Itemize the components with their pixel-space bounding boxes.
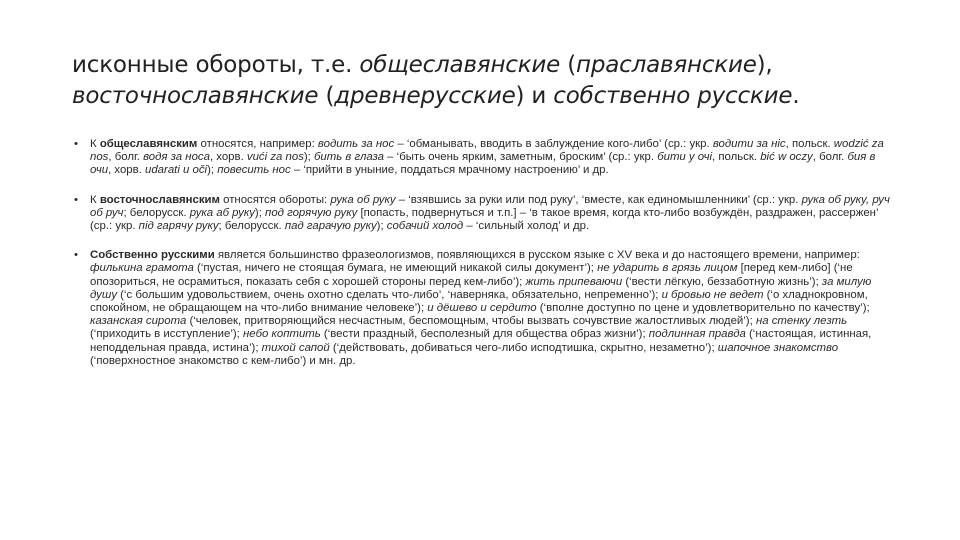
title-part: (	[318, 83, 335, 109]
idiom-text: бить в глаза	[314, 151, 385, 164]
bullet-marker: •	[74, 138, 78, 150]
idiom-text: водити за ніс	[712, 138, 786, 150]
idiom-text: рука аб руку	[189, 206, 255, 219]
idiom-text: филькина грамота	[90, 262, 194, 275]
body-text: (‘настоящая, истинная, неподдельная правда, истина’);	[90, 328, 872, 354]
title-part: (	[560, 52, 577, 78]
body-text: – ‘взявшись за руки или под руку’, ‘вместе, как единомышленники’ (ср.: укр.	[395, 193, 802, 206]
category-term: Собственно русскими	[90, 249, 215, 262]
body-text: (‘вести лёгкую, беззаботную жизнь’);	[622, 275, 822, 288]
title-part: ),	[756, 52, 773, 78]
body-text: ; белорусск.	[218, 220, 285, 233]
category-term: восточнославянским	[99, 193, 220, 206]
body-text: (‘поверхностное знакомство с кем-либо’) и мн. др.	[90, 354, 356, 367]
idiom-text: жить припеваючи	[525, 275, 623, 288]
idiom-text: собачий холод	[386, 220, 464, 233]
body-text: );	[376, 220, 387, 233]
body-text: (‘пустая, ничего не стоящая бумага, не имеющий никакой силы документ’);	[193, 262, 598, 275]
body-text: К	[90, 193, 100, 206]
title-part: , т.е.	[296, 52, 360, 78]
idiom-text: рука об руку	[330, 193, 396, 206]
idiom-text: udarati u oči	[145, 164, 208, 177]
body-text: [перед кем-либо] (‘не опозориться, не осрамиться, показать себя с хорошей стороны перед кем-либо’);	[90, 262, 853, 288]
title-part: исконные обороты	[72, 52, 297, 78]
body-text: относятся, например:	[197, 138, 318, 150]
title-term-praslav: праславянские	[576, 52, 757, 78]
idiom-text: шапочное знакомство	[717, 341, 839, 354]
body-text: – ‘прийти в уныние, поддаться мрачному настроению’ и др.	[290, 164, 609, 177]
body-text: , болг.	[108, 151, 144, 164]
bullet-list	[74, 138, 894, 384]
body-text: (‘вести праздный, бесполезный для общества образ жизни’);	[320, 328, 649, 341]
body-text: [попасть, подвернуться и т.п.] – ‘в такое время, когда кто-либо возбуждён, раздражен, рассержен’ (ср.: укр.	[90, 206, 879, 233]
idiom-text: повесить нос	[217, 164, 291, 177]
body-text: );	[254, 206, 266, 219]
idiom-text: bić w oczy	[760, 151, 813, 164]
body-text: – ‘обманывать, вводить в заблуждение кого-либо’ (ср.: укр.	[394, 138, 713, 150]
body-text: (‘человек, притворяющийся несчастным, беспомощным, чтобы вызвать сочувствие жалостливых людей’);	[186, 315, 756, 328]
body-text: , польск.	[785, 138, 834, 150]
body-text: (‘вполне доступно по цене и удовлетворительно по качеству’);	[536, 302, 870, 315]
idiom-text: казанская сирота	[90, 315, 187, 328]
idiom-text: и бровью не ведет	[661, 288, 764, 301]
idiom-text: під гарячу руку	[138, 220, 219, 233]
body-text: (‘о хладнокровном, спокойном, не обращающем на что-либо внимание человеке’);	[90, 288, 868, 315]
idiom-text: водя за носа	[143, 151, 210, 164]
body-text: (‘приходить в исступление’);	[90, 328, 243, 341]
body-text: (‘действовать, добиваться чего-либо исподтишка, скрытно, незаметно’);	[329, 341, 718, 354]
title-term-drevnerus: древнерусские	[334, 83, 516, 109]
idiom-text: рука об руку, руч об руч	[90, 193, 890, 219]
body-text: (‘с большим удовольствием, очень охотно сделать что-либо’, ‘наверняка, обязательно, непременно’);	[117, 288, 662, 301]
idiom-text: и дёшево и сердито	[427, 302, 537, 315]
idiom-text: wodzić za nos	[90, 138, 884, 164]
title-part: .	[792, 83, 800, 109]
body-text: , хорв.	[108, 164, 146, 177]
idiom-text: vući za nos	[246, 151, 304, 164]
bullet-item	[74, 249, 894, 368]
idiom-text: тихой сапой	[261, 341, 330, 354]
idiom-text: под горячую руку	[265, 206, 358, 219]
title-part: ) и	[515, 83, 554, 109]
idiom-text: бити у очі	[657, 151, 713, 164]
category-term: общеславянским	[99, 138, 198, 150]
body-text: );	[207, 164, 218, 177]
idiom-text: за милую душу	[90, 275, 872, 301]
idiom-text: подлинная правда	[648, 328, 746, 341]
body-text: , польск.	[712, 151, 761, 164]
idiom-text: на стенку лезть	[755, 315, 848, 328]
bullet-item	[74, 194, 894, 234]
bullet-item	[74, 138, 894, 178]
body-text: ; белорусск.	[123, 206, 190, 219]
body-text: , болг.	[812, 151, 848, 164]
body-text: К	[90, 138, 100, 150]
title-term-obscheslav: общеславянские	[359, 52, 561, 78]
idiom-text: небо коптить	[242, 328, 321, 341]
idiom-text: пад гарачую руку	[284, 220, 377, 233]
title-term-vostochnoslav: восточнославянские	[72, 83, 319, 109]
idiom-text: не ударить в грязь лицом	[597, 262, 738, 275]
body-text: является большинство фразеологизмов, появляющихся в русском языке с XV века и до настоящего времени, например:	[214, 249, 860, 262]
body-text: );	[303, 151, 315, 164]
idiom-text: водить за нос	[317, 138, 395, 150]
bullet-marker: •	[74, 193, 78, 206]
body-text: – ‘сильный холод’ и др.	[463, 220, 590, 233]
body-text: относятся обороты:	[219, 193, 331, 206]
body-text: , хорв.	[209, 151, 247, 164]
bullet-marker: •	[74, 249, 78, 262]
idiom-text: бия в очи	[90, 151, 876, 177]
body-text: – ‘быть очень ярким, заметным, броским’ (ср.: укр.	[384, 151, 658, 164]
slide-title	[72, 50, 902, 112]
title-term-sobstv-rus: собственно русские	[553, 83, 793, 109]
